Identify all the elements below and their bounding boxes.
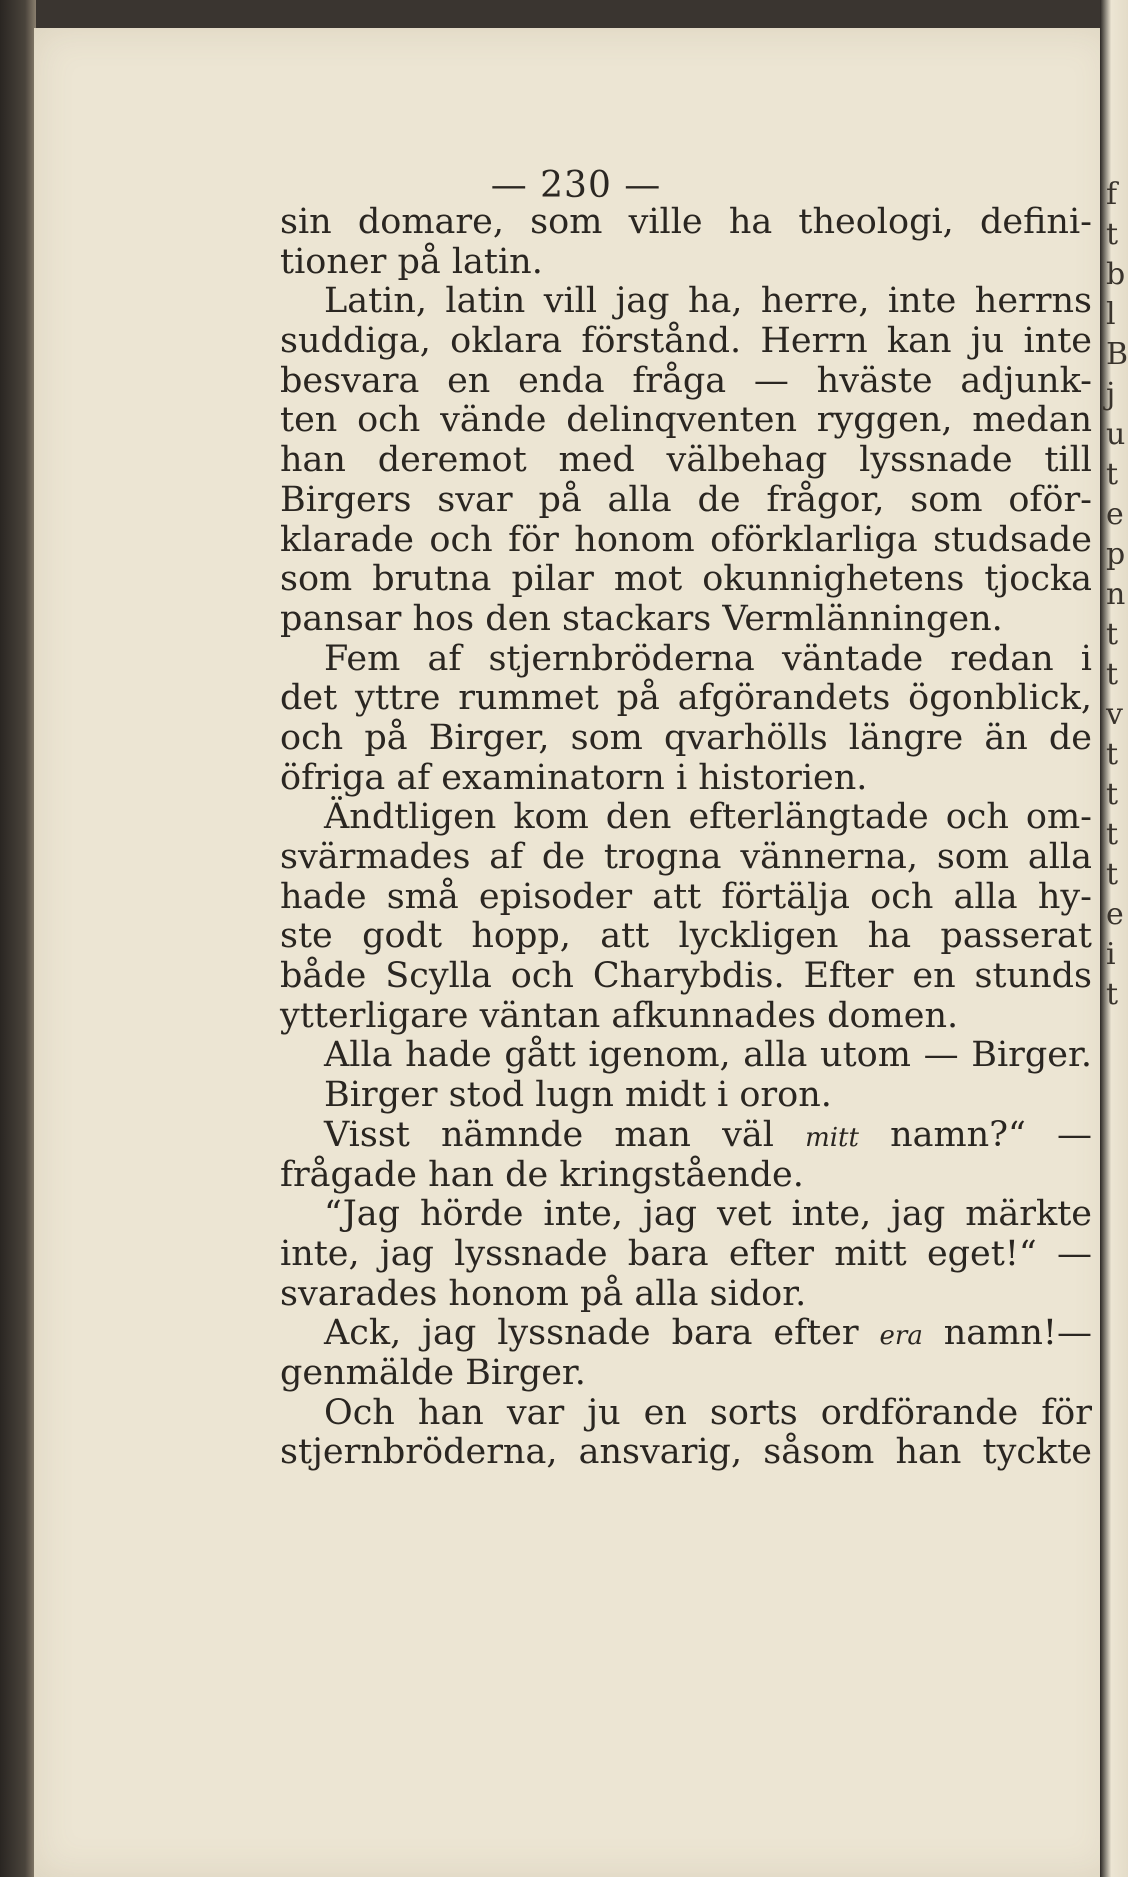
text-line [280, 322, 1092, 362]
text-line [280, 1036, 1092, 1076]
text-run: tioner på latin. [280, 241, 543, 282]
text-run: frågade han de kringstående. [280, 1154, 804, 1195]
text-run: ytterligare väntan afkunnades domen. [280, 995, 959, 1036]
text-line [280, 1195, 1092, 1235]
text-line [280, 362, 1092, 402]
adjacent-page-letter: f [1106, 177, 1118, 212]
adjacent-page-letter: b [1106, 257, 1126, 292]
text-line [280, 798, 1092, 838]
text-run: och på Birger, som qvarhölls längre än de [280, 717, 1092, 758]
text-line [280, 1394, 1092, 1434]
book-page [34, 28, 1114, 1877]
adjacent-page-letter: t [1106, 817, 1119, 852]
text-line [280, 838, 1092, 878]
page-number: — 230 — [490, 165, 662, 206]
adjacent-page-letter: u [1106, 417, 1126, 452]
adjacent-page-letter: t [1106, 737, 1119, 772]
text-run: öfriga af examinatorn i historien. [280, 757, 868, 798]
adjacent-page-letter: t [1106, 217, 1119, 252]
text-run: både Scylla och Charybdis. Efter en stunds [280, 956, 1092, 997]
text-run: “Jag hörde inte, jag vet inte, jag märkte [324, 1194, 1092, 1235]
text-run: hade små episoder att förtälja och alla hy- [280, 876, 1092, 917]
text-line [280, 441, 1092, 481]
adjacent-page-letter: t [1106, 977, 1119, 1012]
adjacent-page-edge [1100, 0, 1128, 1877]
adjacent-page-letter: v [1106, 697, 1123, 732]
text-run: klarade och för honom oförklarliga studsade [280, 519, 1092, 560]
text-line [280, 878, 1092, 918]
text-line [280, 1156, 1092, 1196]
text-line [280, 481, 1092, 521]
adjacent-page-letter: e [1106, 897, 1124, 932]
text-line [280, 282, 1092, 322]
text-run: inte, jag lyssnade bara efter mitt eget!“ — [280, 1233, 1092, 1274]
text-run: namn?“ — [858, 1114, 1092, 1155]
adjacent-page-letter: l [1106, 297, 1116, 332]
text-line [280, 1433, 1092, 1473]
text-line [280, 1314, 1092, 1354]
adjacent-page-letter: t [1106, 777, 1119, 812]
text-run: Birgers svar på alla de frågor, som oför- [280, 479, 1092, 520]
text-run: ten och vände delinqventen ryggen, medan [280, 400, 1092, 441]
text-run: ste godt hopp, att lyckligen ha passerat [280, 916, 1092, 957]
text-line [280, 1275, 1092, 1315]
text-run: Latin, latin vill jag ha, herre, inte herrns [324, 281, 1092, 322]
text-line [280, 401, 1092, 441]
text-run: Och han var ju en sorts ordförande för [324, 1392, 1092, 1433]
text-run: Fem af stjernbröderna väntade redan i [324, 638, 1092, 679]
text-run: han deremot med välbehag lyssnade till [280, 440, 1092, 481]
adjacent-page-letter: p [1106, 537, 1126, 572]
text-run: stjernbröderna, ansvarig, såsom han tyckte [280, 1432, 1092, 1473]
text-line [280, 997, 1092, 1037]
adjacent-page-letter: t [1106, 617, 1119, 652]
text-line [280, 917, 1092, 957]
adjacent-page-letter: n [1106, 577, 1126, 612]
body-text [280, 203, 1092, 1473]
text-line [280, 243, 1092, 283]
adjacent-page-letter: j [1106, 377, 1116, 412]
text-line [280, 679, 1092, 719]
text-line [280, 1116, 1092, 1156]
italic-word: era [879, 1321, 923, 1352]
text-run: svarades honom på alla sidor. [280, 1273, 807, 1314]
text-run: Alla hade gått igenom, alla utom — Birger. [324, 1035, 1092, 1076]
text-line [280, 521, 1092, 561]
text-run: svärmades af de trogna vännerna, som alla [280, 837, 1092, 877]
italic-word: mitt [805, 1122, 859, 1153]
text-line [280, 759, 1092, 799]
text-line [280, 203, 1092, 243]
text-line [280, 640, 1092, 680]
text-run: pansar hos den stackars Vermlänningen. [280, 598, 1003, 639]
text-run: Visst nämnde man väl [324, 1114, 806, 1155]
text-line [280, 719, 1092, 759]
book-spine-edge [0, 0, 36, 1877]
text-run: Birger stod lugn midt i oron. [324, 1075, 832, 1116]
adjacent-page-letter: t [1106, 857, 1119, 892]
text-line [280, 1235, 1092, 1275]
text-run: genmälde Birger. [280, 1352, 586, 1393]
text-run: som brutna pilar mot okunnighetens tjocka [280, 559, 1092, 600]
adjacent-page-letter: e [1106, 497, 1124, 532]
text-run: besvara en enda fråga — hväste adjunk- [280, 360, 1092, 401]
adjacent-page-letter: t [1106, 657, 1119, 692]
text-run: Ack, jag lyssnade bara efter [324, 1313, 880, 1354]
text-line [280, 957, 1092, 997]
text-line [280, 600, 1092, 640]
text-line [280, 1354, 1092, 1394]
text-line [280, 1076, 1092, 1116]
adjacent-page-letter: B [1106, 337, 1128, 372]
text-run: suddiga, oklara förstånd. Herrn kan ju inte [280, 321, 1092, 362]
text-line [280, 560, 1092, 600]
text-run: namn!— [922, 1313, 1092, 1354]
adjacent-page-letter: t [1106, 457, 1119, 492]
text-run: sin domare, som ville ha theologi, defini- [280, 202, 1092, 242]
text-run: det yttre rummet på afgörandets ögonblick, [280, 678, 1092, 719]
adjacent-page-letter: i [1106, 937, 1116, 972]
text-run: Ändtligen kom den efterlängtade och om- [324, 797, 1092, 838]
